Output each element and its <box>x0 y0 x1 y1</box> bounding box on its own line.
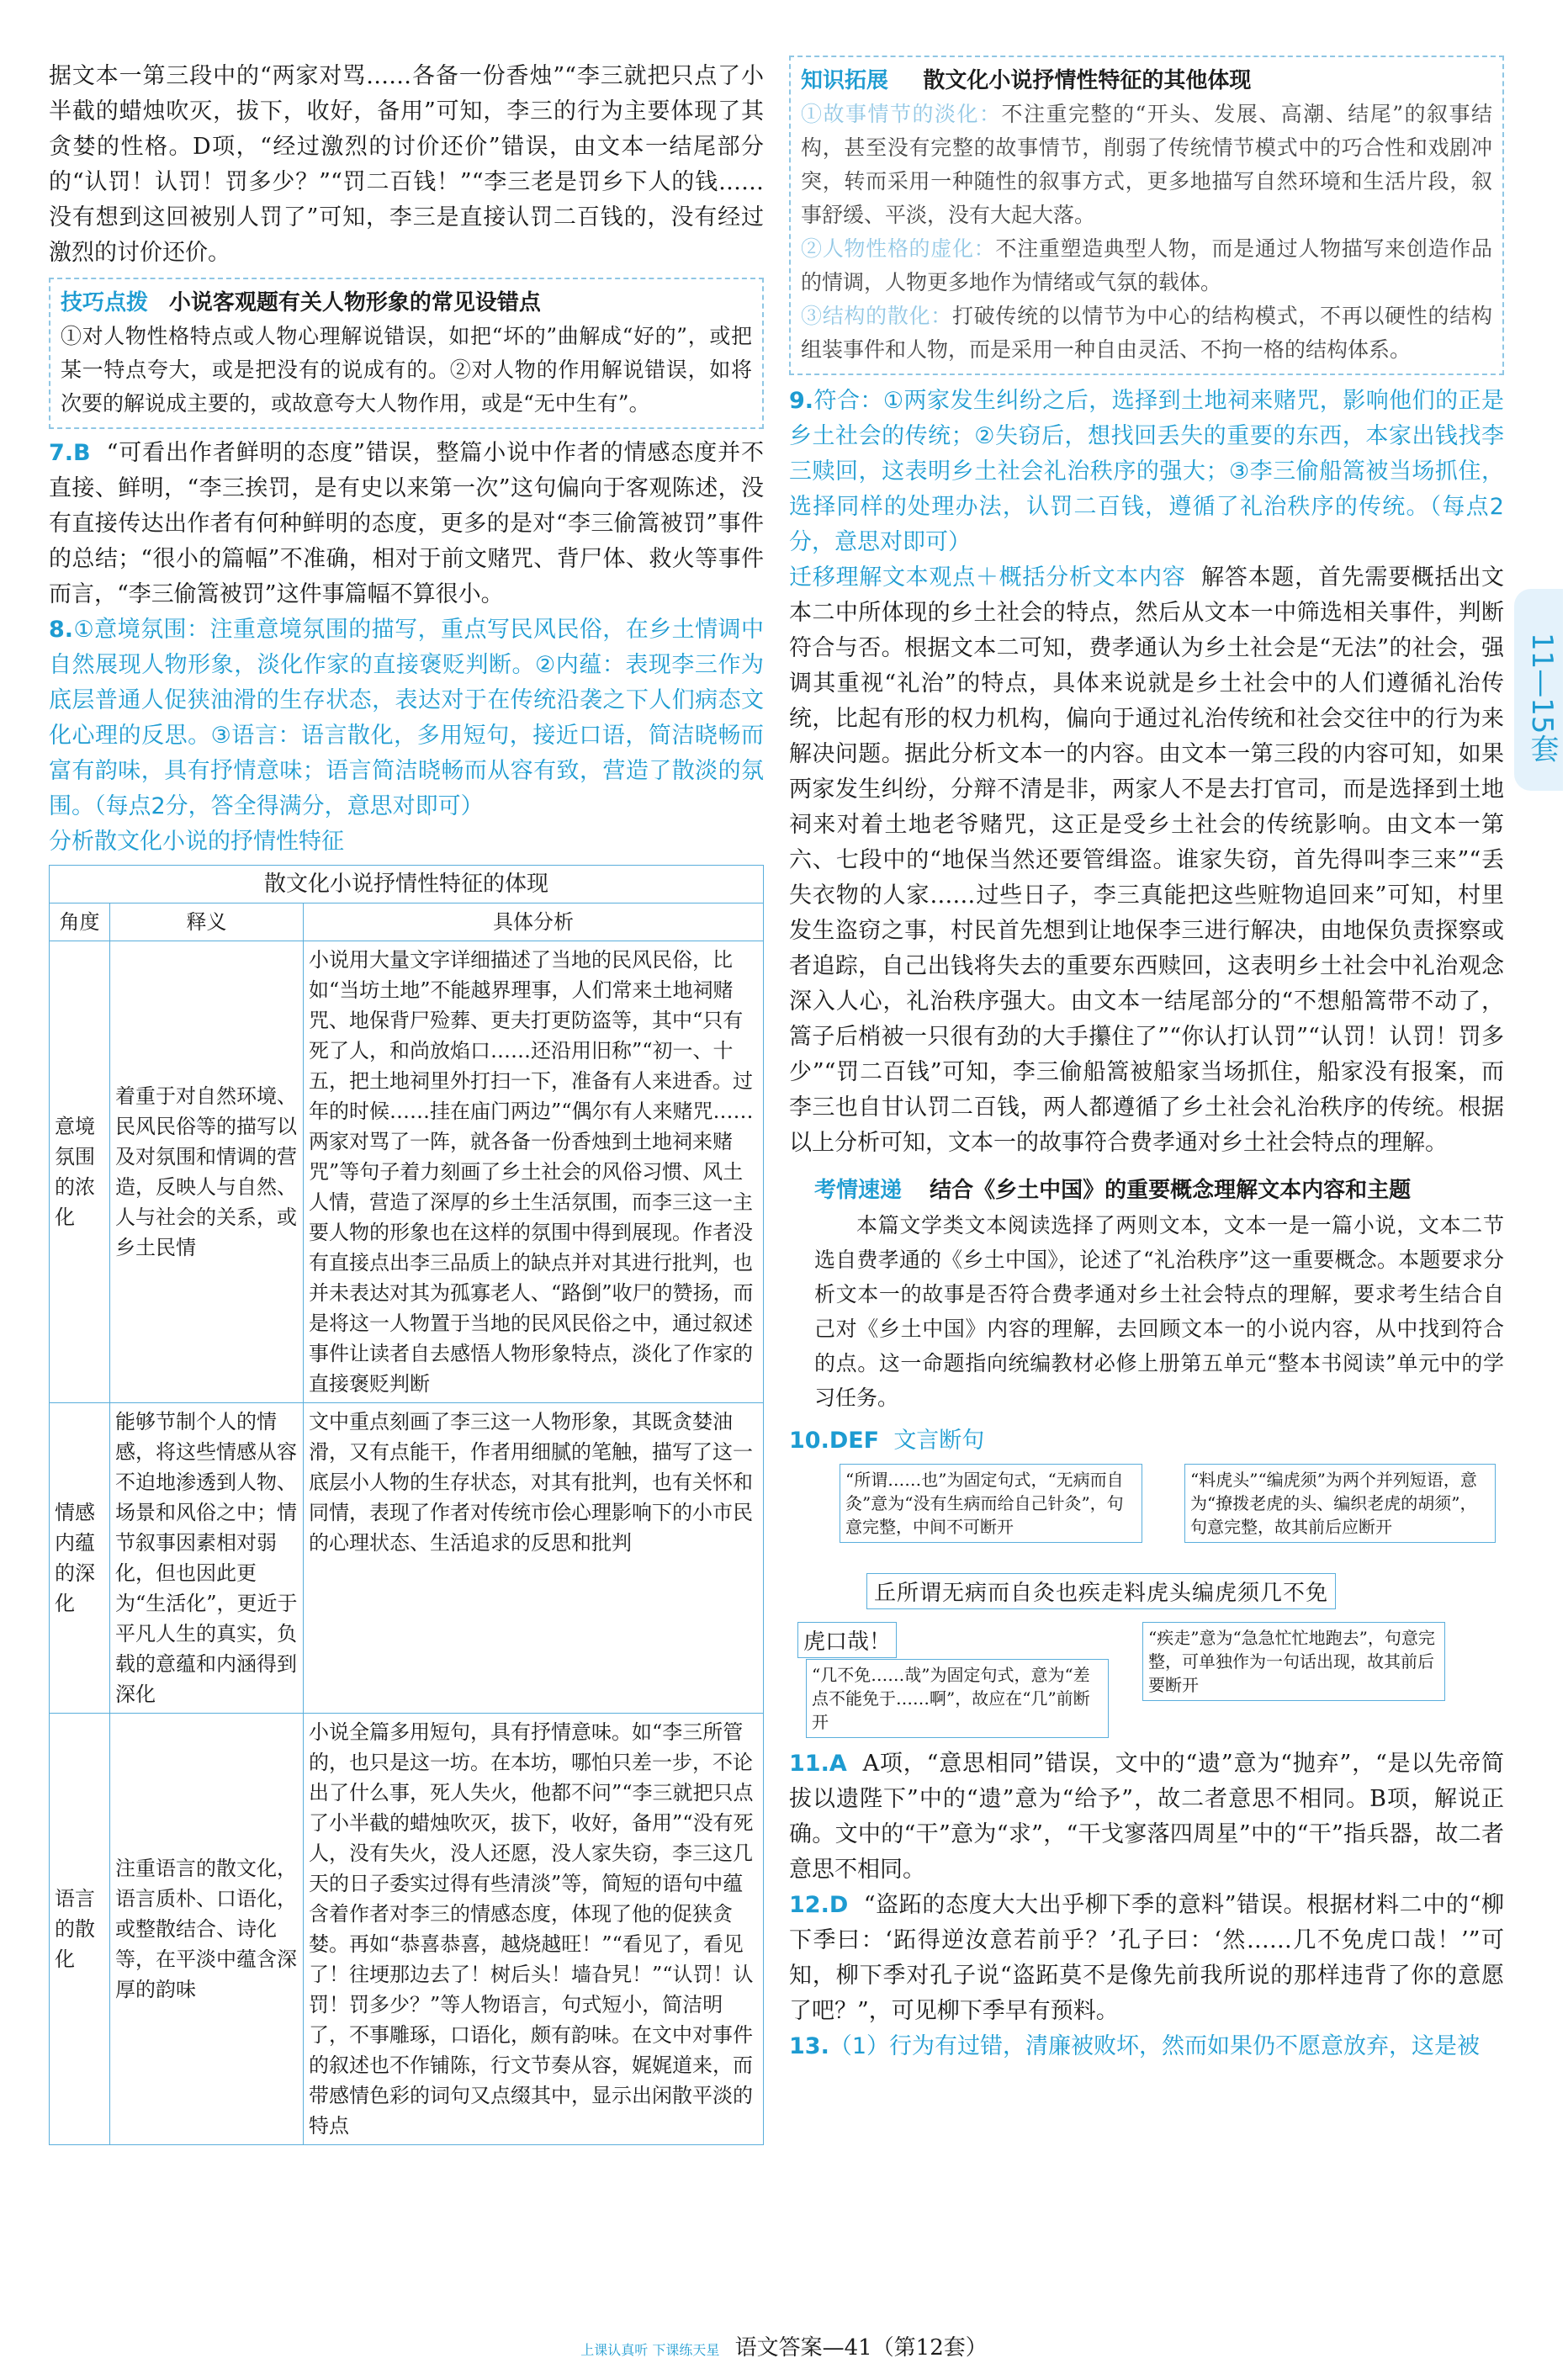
diagram-sentence: 丘所谓无病而自灸也疾走料虎头编虎须几不免 <box>866 1573 1336 1609</box>
diagram-note-4: “疾走”意为“急急忙忙地跑去”，句意完整，可单独作为一句话出现，故其前后要断开 <box>1142 1622 1445 1701</box>
knowledge-p3-text: 打破传统的以情节为中心的结构模式，不再以硬性的结构组装事件和人物，而是采用一种自由灵活、不拘一格的结构体系。 <box>801 304 1492 362</box>
table-cell-meaning: 着重于对自然环境、民风民俗等的描写以及对氛围和情调的营造，反映人与自然、人与社会的关系，或乡土民情 <box>110 941 304 1403</box>
q12-text: “盗跖的态度大大出乎柳下季的意料”错误。根据材料二中的“柳下季曰：‘跖得逆汝意若前乎？’孔子曰：‘然……几不免虎口哉！’”可知，柳下季对孔子说“盗跖莫不是像先前我所说的那样违背了你的意愿了吧？”，可见柳下季早有预料。 <box>789 1892 1504 2024</box>
q9-num: 9. <box>789 388 814 414</box>
chapter-side-tab: 11—15套 <box>1514 589 1563 791</box>
knowledge-p1-text: 不注重完整的“开头、发展、高潮、结尾”的叙事结构，甚至没有完整的故事情节，削弱了传统情节模式中的巧合性和戏剧冲突，转而采用一种随性的叙事方式，更多地描写自然环境和生活片段，叙事舒缓、平淡，没有大起大落。 <box>801 102 1492 227</box>
table-cell-angle: 意境氛围的浓化 <box>50 941 110 1403</box>
knowledge-head: 散文化小说抒情性特征的其他体现 <box>923 68 1252 93</box>
footer-page: 语文答案—41（第12套） <box>734 2335 988 2361</box>
knowledge-p1 <box>801 98 1492 232</box>
exam-head: 结合《乡土中国》的重要概念理解文本内容和主题 <box>930 1178 1412 1203</box>
table-cell-meaning: 能够节制个人的情感，将这些情感从容不迫地渗透到人物、场景和风俗之中；情节叙事因素相对弱化，但也因此更为“生活化”，更近于平凡人生的真实，负载的意蕴和内涵得到深化 <box>110 1403 304 1714</box>
q8-text: ①意境氛围：注重意境氛围的描写，重点写民风民俗，在乡土情调中自然展现人物形象，淡化作家的直接褒贬判断。②内蕴：表现李三作为底层普通人促狭油滑的生存状态，表达对于在传统沿袭之下人们病态文化心理的反思。③语言：语言散化，多用短句，接近口语，简洁晓畅而富有韵味，具有抒情意味；语言简洁晓畅而从容有致，营造了散淡的氛围。（每点2分，答全得满分，意思对即可） <box>49 617 764 819</box>
q8-num: 8. <box>49 617 74 643</box>
diagram-note-3: “几不免……哉”为固定句式，意为“差点不能免于……啊”，故应在“几”前断开 <box>806 1659 1109 1738</box>
knowledge-p3 <box>801 299 1492 367</box>
diagram-note-2: “料虎头”“编虎须”为两个并列短语，意为“撩拨老虎的头、编织老虎的胡须”，句意完整，故其前后应断开 <box>1184 1464 1496 1543</box>
q7-text: “可看出作者鲜明的态度”错误，整篇小说中作者的情感态度并不直接、鲜明，“李三挨罚，是有史以来第一次”这句偏向于客观陈述，没有直接传达出作者有何种鲜明的态度，更多的是对“李三偷篙被罚”事件的总结；“很小的篇幅”不准确，相对于前文赌咒、背尸体、救火等事件而言，“李三偷篙被罚”这件事篇幅不算很小。 <box>49 440 765 607</box>
q7-num: 7.B <box>49 440 91 466</box>
knowledge-p1-sub: ①故事情节的淡化： <box>801 102 1002 126</box>
q8 <box>49 612 764 824</box>
q9-text: 符合：①两家发生纠纷之后，选择到土地祠来赌咒，影响他们的正是乡土社会的传统；②失窃后，想找回丢失的重要的东西，本家出钱找李三赎回，这表明乡土社会礼治秩序的强大；③李三偷船篙被当场抓住，选择同样的处理办法，认罚二百钱，遵循了礼治秩序的传统。（每点2分，意思对即可） <box>789 388 1504 555</box>
diagram-note-1: “所谓……也”为固定句式，“无病而自灸”意为“没有生病而给自己针灸”，句意完整，中间不可断开 <box>840 1464 1142 1543</box>
exam-tag: 考情速递 <box>814 1178 903 1203</box>
q8-method: 分析散文化小说的抒情性特征 <box>49 829 344 855</box>
q11 <box>789 1746 1504 1888</box>
q10 <box>789 1423 1504 1459</box>
knowledge-p2-text: 不注重塑造典型人物，而是通过人物描写来创造作品的情调，人物更多地作为情绪或气氛的载体。 <box>801 236 1492 294</box>
q10-method: 文言断句 <box>893 1428 985 1454</box>
table-cell-angle: 语言的散化 <box>50 1714 110 2145</box>
q11-num: 11.A <box>789 1751 847 1777</box>
q7 <box>49 436 764 612</box>
table-header: 释义 <box>110 903 304 941</box>
q6-tail: 据文本一第三段中的“两家对骂……各备一份香烛”“李三就把只点了小半截的蜡烛吹灭，拔下，收好，备用”可知，李三的行为主要体现了其贪婪的性格。D项，“经过激烈的讨价还价”错误，由文本一结尾部分的“认罚！认罚！罚多少？”“罚二百钱！”“李三老是罚乡下人的钱……没有想到这回被别人罚了”可知，李三是直接认罚二百钱的，没有经过激烈的讨价还价。 <box>49 63 764 266</box>
q11-text: A项，“意思相同”错误，文中的“遗”意为“抛弃”，“是以先帝简拔以遗陛下”中的“遗”意为“给予”，故二者意思不相同。B项，解说正确。文中的“干”意为“求”，“干戈寥落四周星”中的“干”指兵器，故二者意思不相同。 <box>789 1751 1504 1883</box>
tip-tag: 技巧点拨 <box>61 290 149 315</box>
exam-box <box>814 1173 1504 1415</box>
q9-analysis: 解答本题，首先需要概括出文本二中所体现的乡土社会的特点，然后从文本一中筛选相关事件，判断符合与否。根据文本二可知，费孝通认为乡土社会是“无法”的社会，强调其重视“礼治”的特点，具体来说就是乡土社会中的人们遵循礼治传统，比起有形的权力机构，偏向于通过礼治传统和社会交往中的行为来解决问题。据此分析文本一的内容。由文本一第三段的内容可知，如果两家发生纠纷，分辩不清是非，两家人不是去打官司，而是选择到土地祠来对着土地老爷赌咒，这正是受乡土社会的传统影响。由文本一第六、七段中的“地保当然还要管缉盗。谁家失窃，首先得叫李三来”“丢失衣物的人家……过些日子，李三真能把这些赃物追回来”可知，村里发生盗窃之事，村民首先想到让地保李三进行解决，由地保负责探察或者追踪，自己出钱将失去的重要东西赎回，这表明乡土社会中礼治观念深入人心，礼治秩序强大。由文本一结尾部分的“不想船篙带不动了，篙子后梢被一只很有劲的大手攥住了”“你认打认罚”“认罚！认罚！罚多少”“罚二百钱”可知，李三偷船篙被船家当场抓住，船家没有报案，而李三也自甘认罚二百钱，两人都遵循了乡土社会礼治秩序的传统。根据以上分析可知，文本一的故事符合费孝通对乡土社会特点的理解。 <box>789 564 1505 1156</box>
q12 <box>789 1888 1504 2029</box>
right-column <box>789 56 1504 2064</box>
table-cell-analysis: 小说用大量文字详细描述了当地的民风民俗，比如“当坊土地”不能越界理事，人们常来土地祠赌咒、地保背尸殓葬、更夫打更防盗等，其中“只有死了人，和尚放焰口……还沿用旧称”“初一、十五，把土地祠里外打扫一下，准备有人来进香。过年的时候……挂在庙门两边”“偶尔有人来赌咒……两家对骂了一阵，就各备一份香烛到土地祠来赌咒”等句子着力刻画了乡土社会的风俗习惯、风土人情，营造了深厚的乡土生活氛围，而李三这一主要人物的形象也在这样的氛围中得到展现。作者没有直接点出李三品质上的缺点并对其进行批判，也并未表达对其为孤寡老人、“路倒”收尸的赞扬，而是将这一人物置于当地的民风民俗之中，通过叙述事件让读者自去感悟人物形象特点，淡化了作家的直接褒贬判断 <box>304 941 764 1403</box>
tip-text: ①对人物性格特点或人物心理解说错误，如把“坏的”曲解成“好的”，或把某一特点夸大，或是把没有的说成有的。②对人物的作用解说错误，如将次要的解说成主要的，或故意夸大人物作用，或是“无中生有”。 <box>61 324 752 416</box>
tip-box <box>49 278 764 429</box>
punctuation-diagram <box>789 1464 1504 1732</box>
tip-head: 小说客观题有关人物形象的常见设错点 <box>168 290 541 315</box>
table-header: 角度 <box>50 903 110 941</box>
left-column <box>49 59 764 2145</box>
table-row <box>50 941 764 1403</box>
q9-analysis-block <box>789 560 1504 1161</box>
q13 <box>789 2029 1504 2064</box>
diagram-tail: 虎口哉！ <box>797 1622 897 1658</box>
table-cell-angle: 情感内蕴的深化 <box>50 1403 110 1714</box>
table-cell-analysis: 小说全篇多用短句，具有抒情意味。如“李三所管的，也只是这一坊。在本坊，哪怕只差一步，不论出了什么事，死人失火，他都不问”“李三就把只点了小半截的蜡烛吹灭，拔下，收好，备用”“没有死人，没有失火，没人还愿，没人家失窃，李三这几天的日子委实过得有些清淡”等，简短的语句中蕴含着作者对李三的情感态度，体现了他的促狭贪婪。再如“恭喜恭喜，越烧越旺！”“看见了，看见了！往埂那边去了！树后头！墙旮旯！”“认罚！认罚！罚多少？”等人物语言，句式短小，简洁明了，不事雕琢，口语化，颇有韵味。在文中对事件的叙述也不作铺陈，行文节奏从容，娓娓道来，而带感情色彩的词句又点缀其中，显示出闲散平淡的特点 <box>304 1714 764 2145</box>
table-row <box>50 1714 764 2145</box>
knowledge-tag: 知识拓展 <box>801 68 889 93</box>
table-cell-meaning: 注重语言的散文化，语言质朴、口语化，或整散结合、诗化等，在平淡中蕴含深厚的韵味 <box>110 1714 304 2145</box>
lyric-feature-table <box>49 865 764 2145</box>
table-caption: 散文化小说抒情性特征的体现 <box>50 866 764 903</box>
knowledge-box <box>789 56 1504 375</box>
q13-num: 13. <box>789 2033 829 2059</box>
page-footer <box>0 2330 1568 2361</box>
q9-method: 迁移理解文本观点＋概括分析文本内容 <box>789 564 1186 591</box>
exam-text: 本篇文学类文本阅读选择了两则文本，文本一是一篇小说，文本二节选自费孝通的《乡土中国》，论述了“礼治秩序”这一重要概念。本题要求分析文本一的故事是否符合费孝通对乡土社会特点的理解，要求考生结合自己对《乡土中国》内容的理解，去回顾文本一的小说内容，从中找到符合的点。这一命题指向统编教材必修上册第五单元“整本书阅读”单元中的学习任务。 <box>814 1213 1504 1410</box>
table-header: 具体分析 <box>304 903 764 941</box>
knowledge-p2 <box>801 232 1492 299</box>
q9 <box>789 384 1504 560</box>
table-row <box>50 1403 764 1714</box>
knowledge-p3-sub: ③结构的散化： <box>801 304 952 328</box>
footer-logo: 上课认真听 下课练天星 <box>580 2341 720 2358</box>
q13-text: （1）行为有过错，清廉被败坏，然而如果仍不愿意放弃，这是被 <box>829 2033 1481 2059</box>
q10-num: 10.DEF <box>789 1428 880 1454</box>
q12-num: 12.D <box>789 1892 849 1918</box>
table-cell-analysis: 文中重点刻画了李三这一人物形象，其既贪婪油滑，又有点能干，作者用细腻的笔触，描写了这一底层小人物的生存状态，对其有批判，也有关怀和同情，表现了作者对传统市侩心理影响下的小市民的心理状态、生活追求的反思和批判 <box>304 1403 764 1714</box>
knowledge-p2-sub: ②人物性格的虚化： <box>801 236 996 261</box>
